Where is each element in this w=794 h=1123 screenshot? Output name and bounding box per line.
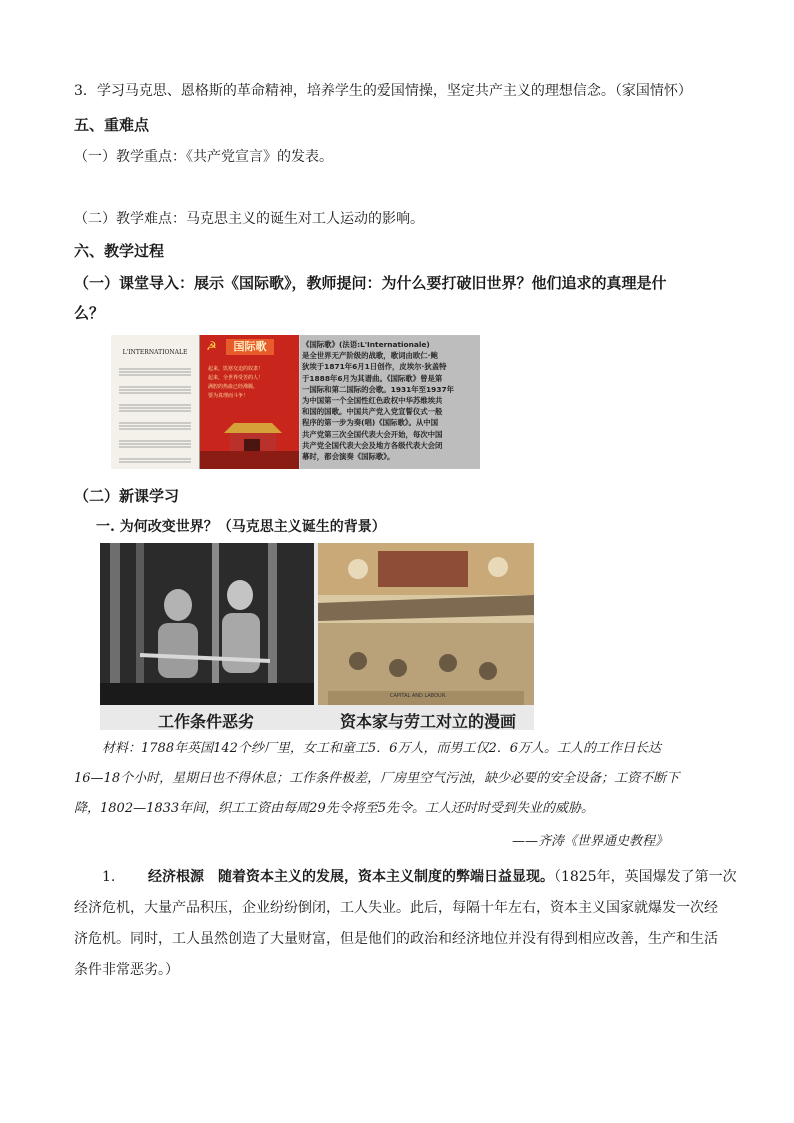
- red-anthem-panel: [200, 335, 299, 469]
- anthem-lyrics: 起来，饥寒交迫的奴隶！ 起来，全世界受苦的人！ 满腔的热血已经沸腾， 要为真理而斗争！: [208, 366, 264, 399]
- internationale-image: [111, 335, 480, 469]
- point-1-rest: （1825年，英国爆发了第一次: [554, 869, 737, 885]
- question-1: 一. 为何改变世界？（马克思主义诞生的背景）: [96, 519, 386, 535]
- material-source: ——齐涛《世界通史教程》: [512, 834, 669, 849]
- miners-photo: [100, 543, 314, 705]
- lesson-intro-line-1: （一）课堂导入：展示《国际歌》，教师提问：为什么要打破旧世界？他们追求的真理是什: [74, 274, 667, 292]
- new-lesson-heading: （二）新课学习: [74, 487, 180, 505]
- section-6-heading: 六、教学过程: [74, 242, 165, 260]
- right-photo-caption: 资本家与劳工对立的漫画: [340, 712, 517, 730]
- background-photos: [100, 543, 534, 730]
- anthem-description-panel: [300, 335, 480, 469]
- sheet-music-title: L'INTERNATIONALE: [122, 349, 188, 356]
- music-staff-lines: [111, 359, 199, 469]
- point-1-lead: 随着资本主义的发展，资本主义制度的弊端日益显现。: [218, 869, 554, 885]
- material-quote: 材料：1788年英国142个纱厂里，女工和童工5．6万人，而男工仅2．6万人。工人的工作日长达 16—18个小时，星期日也不得休息；工作条件极差，厂房里空气污浊，缺少必要的安全设备；工资不断下 降，1802—1833年间，织工工资由每周29先令将至5先令。工人还时时受到失业的威胁。: [74, 741, 680, 816]
- point-1-number: 1.: [102, 869, 116, 885]
- point-1-paragraph: 1. 经济根源 随着资本主义的发展，资本主义制度的弊端日益显现。（1825年，英国爆发了第一次 经济危机，大量产品积压，企业纷纷倒闭，工人失业。此后，每隔十年左右，资本主义国家就爆发一次经 济危机。同时，工人虽然创造了大量财富，但是他们的政治和经济地位并没有得到相应改善，生产和生活 条件非常恶劣。）: [74, 862, 722, 986]
- lesson-intro-line-2: 么？: [74, 304, 105, 322]
- anthem-banner: 国际歌: [226, 339, 274, 355]
- sheet-music-panel: [111, 335, 200, 469]
- point-1-label: 经济根源: [148, 869, 204, 885]
- key-point: （一）教学重点：《共产党宣言》的发表。: [74, 149, 333, 165]
- cartoon-label: CAPITAL AND LABOUR.: [390, 693, 447, 699]
- tiananmen-graphic: [200, 411, 299, 469]
- hammer-sickle-icon: ☭: [206, 339, 217, 353]
- capital-labour-cartoon: [318, 543, 534, 705]
- section-5-heading: 五、重难点: [74, 116, 150, 134]
- left-photo-caption: 工作条件恶劣: [158, 712, 255, 730]
- difficult-point: （二）教学难点：马克思主义的诞生对工人运动的影响。: [74, 211, 424, 227]
- teaching-goal-3: 3．学习马克思、恩格斯的革命精神，培养学生的爱国情操，坚定共产主义的理想信念。（家国情怀）: [74, 83, 692, 99]
- anthem-description: 《国际歌》(法语:L'Internationale) 是全世界无产阶级的战歌，歌词由欧仁·鲍 狄埃于1871年6月1日创作，皮埃尔·狄盖特 于1888年6月为其谱曲。《国际歌》曾是第 一国际和第二国际的会歌。1931年至1937年 为中国第一个全国性红色政权中华苏维埃共 和国的国歌。中国共产党入党宣誓仪式一般 程序的第一步为奏(唱)《国际歌》。从中国 共产党第三次全国代表大会开始，每次中国 共产党全国代表大会及地方各级代表大会闭 幕时，都会演奏《国际歌》。: [302, 340, 455, 462]
